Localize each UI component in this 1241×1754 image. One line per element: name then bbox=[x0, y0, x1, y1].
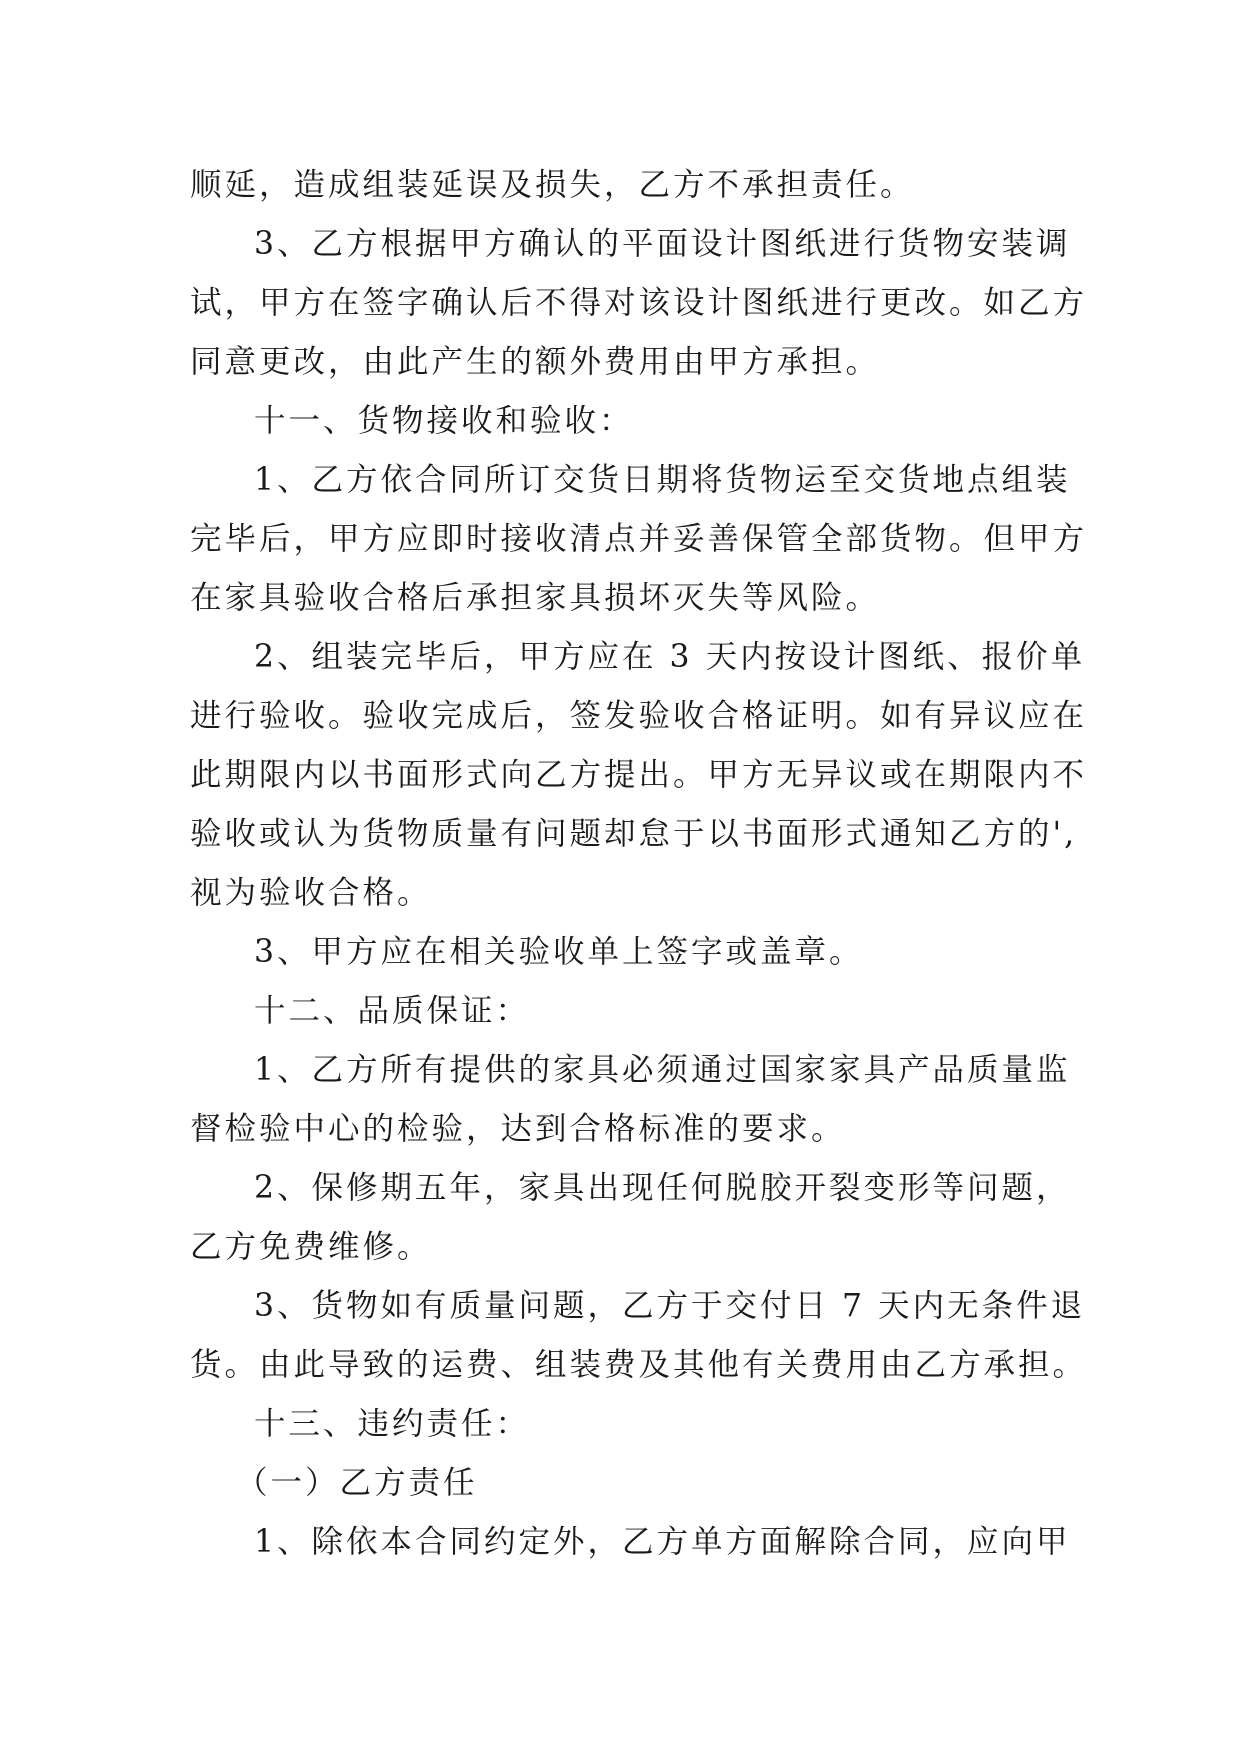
text-line: 试，甲方在签字确认后不得对该设计图纸进行更改。如乙方 bbox=[190, 285, 1088, 321]
text-line: 验收或认为货物质量有问题却怠于以书面形式通知乙方的', bbox=[190, 816, 1078, 852]
text-line: 顺延，造成组装延误及损失，乙方不承担责任。 bbox=[190, 167, 915, 203]
contract-text bbox=[190, 156, 1088, 1572]
text-line: 此期限内以书面形式向乙方提出。甲方无异议或在期限内不 bbox=[190, 757, 1088, 793]
text-line: 乙方免费维修。 bbox=[190, 1229, 432, 1265]
paragraph-line: 3、乙方根据甲方确认的平面设计图纸进行货物安装调 bbox=[254, 226, 1071, 262]
paragraph-line: 2、组装完毕后，甲方应在 3 天内按设计图纸、报价单 bbox=[254, 639, 1086, 675]
text-line: 在家具验收合格后承担家具损坏灭失等风险。 bbox=[190, 580, 881, 616]
paragraph-line: 1、除依本合同约定外，乙方单方面解除合同，应向甲 bbox=[254, 1524, 1071, 1560]
text-line: 货。由此导致的运费、组装费及其他有关费用由乙方承担。 bbox=[190, 1347, 1088, 1383]
text-line: 同意更改，由此产生的额外费用由甲方承担。 bbox=[190, 344, 881, 380]
paragraph-line: 2、保修期五年，家具出现任何脱胶开裂变形等问题， bbox=[254, 1170, 1071, 1206]
text-line: 完毕后，甲方应即时接收清点并妥善保管全部货物。但甲方 bbox=[190, 521, 1088, 557]
paragraph-line: 1、乙方所有提供的家具必须通过国家家具产品质量监 bbox=[254, 1052, 1071, 1088]
paragraph-line: 1、乙方依合同所订交货日期将货物运至交货地点组装 bbox=[254, 462, 1071, 498]
section-heading: 十二、品质保证： bbox=[254, 993, 531, 1029]
text-line: 督检验中心的检验，达到合格标准的要求。 bbox=[190, 1111, 846, 1147]
section-heading: 十一、货物接收和验收： bbox=[254, 403, 634, 439]
subsection-heading: （一）乙方责任 bbox=[236, 1465, 478, 1501]
paragraph-line: 3、甲方应在相关验收单上签字或盖章。 bbox=[254, 934, 864, 970]
paragraph-line: 3、货物如有质量问题，乙方于交付日 7 天内无条件退 bbox=[254, 1288, 1086, 1324]
section-heading: 十三、违约责任： bbox=[254, 1406, 531, 1442]
text-line: 视为验收合格。 bbox=[190, 875, 432, 911]
text-line: 进行验收。验收完成后，签发验收合格证明。如有异议应在 bbox=[190, 698, 1088, 734]
